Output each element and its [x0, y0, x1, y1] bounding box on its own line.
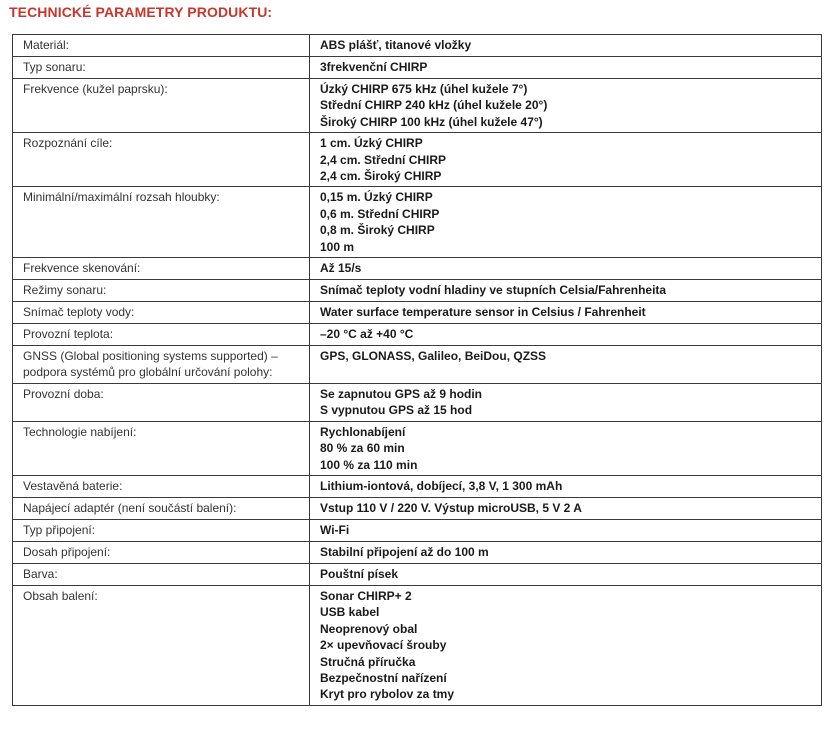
spec-value-line: 100 m — [320, 239, 355, 254]
spec-value-line: Pouštní písek — [320, 566, 399, 581]
spec-value-line: Lithium-iontová, dobíjecí, 3,8 V, 1 300 mAh — [320, 478, 563, 493]
spec-label-line: Typ připojení: — [23, 522, 96, 537]
spec-value-line: 2,4 cm. Střední CHIRP — [320, 152, 447, 167]
spec-value-line: 80 % za 60 min — [320, 441, 405, 456]
spec-value-line: GPS, GLONASS, Galileo, BeiDou, QZSS — [320, 349, 547, 364]
spec-value-line: 0,8 m. Široký CHIRP — [320, 223, 435, 238]
spec-label — [13, 258, 310, 280]
spec-label — [13, 324, 310, 346]
spec-value-line: Vstup 110 V / 220 V. Výstup microUSB, 5 V 2 A — [320, 500, 582, 515]
spec-label — [13, 383, 310, 421]
spec-value-line: 0,15 m. Úzký CHIRP — [320, 190, 433, 205]
spec-value — [310, 258, 822, 280]
spec-value-line: 0,6 m. Střední CHIRP — [320, 206, 440, 221]
table-row — [13, 585, 822, 705]
table-row — [13, 383, 822, 421]
spec-label-line: Frekvence skenování: — [23, 261, 141, 276]
spec-value-line: Sonar CHIRP+ 2 — [320, 588, 412, 603]
spec-value-line: Až 15/s — [320, 261, 362, 276]
spec-value-line: S vypnutou GPS až 15 hod — [320, 403, 473, 418]
spec-value-line: 2× upevňovací šrouby — [320, 638, 447, 653]
spec-label — [13, 497, 310, 519]
spec-label-line: Minimální/maximální rozsah hloubky: — [23, 190, 220, 205]
spec-value-line: Bezpečnostní nařízení — [320, 670, 447, 685]
spec-value-line: Stručná příručka — [320, 654, 416, 669]
spec-value-line: 2,4 cm. Široký CHIRP — [320, 169, 442, 184]
spec-label-line: Snímač teploty vody: — [23, 305, 135, 320]
spec-value — [310, 35, 822, 57]
spec-label — [13, 187, 310, 258]
spec-label — [13, 79, 310, 133]
spec-value — [310, 475, 822, 497]
spec-value — [310, 79, 822, 133]
spec-value — [310, 563, 822, 585]
spec-value — [310, 519, 822, 541]
spec-label — [13, 519, 310, 541]
table-row — [13, 421, 822, 475]
table-row — [13, 187, 822, 258]
table-row — [13, 519, 822, 541]
spec-value-line: USB kabel — [320, 605, 380, 620]
spec-label-line: Vestavěná baterie: — [23, 478, 123, 493]
spec-label — [13, 346, 310, 384]
spec-label-line: Frekvence (kužel paprsku): — [23, 82, 168, 96]
spec-value-line: Snímač teploty vodní hladiny ve stupních Celsia/Fahrenheita — [320, 283, 667, 298]
table-row — [13, 324, 822, 346]
spec-label — [13, 563, 310, 585]
spec-value-line: 1 cm. Úzký CHIRP — [320, 136, 423, 151]
table-row — [13, 541, 822, 563]
table-row — [13, 497, 822, 519]
spec-value-line: Kryt pro rybolov za tmy — [320, 687, 455, 702]
table-row — [13, 79, 822, 133]
page-title: TECHNICKÉ PARAMETRY PRODUKTU: — [9, 4, 273, 20]
spec-value-line: Úzký CHIRP 675 kHz (úhel kužele 7°) — [320, 82, 528, 96]
table-row — [13, 475, 822, 497]
table-row — [13, 57, 822, 79]
spec-label — [13, 421, 310, 475]
spec-label-line: Typ sonaru: — [23, 60, 86, 74]
spec-value — [310, 280, 822, 302]
spec-value-line: Stabilní připojení až do 100 m — [320, 544, 489, 559]
spec-table-body — [13, 35, 822, 706]
spec-label-line: Provozní doba: — [23, 386, 104, 401]
spec-label — [13, 541, 310, 563]
table-row — [13, 346, 822, 384]
spec-value-line: Střední CHIRP 240 kHz (úhel kužele 20°) — [320, 98, 548, 113]
spec-table — [12, 34, 822, 706]
spec-label-line: Barva: — [23, 566, 58, 581]
spec-value — [310, 541, 822, 563]
spec-label — [13, 585, 310, 705]
spec-value — [310, 497, 822, 519]
table-row — [13, 563, 822, 585]
spec-value-line: ABS plášť, titanové vložky — [320, 38, 472, 52]
spec-value — [310, 302, 822, 324]
table-row — [13, 280, 822, 302]
spec-value-line: –20 °C až +40 °C — [320, 327, 414, 342]
spec-label — [13, 57, 310, 79]
spec-label-line: Technologie nabíjení: — [23, 424, 137, 439]
spec-value-line: Se zapnutou GPS až 9 hodin — [320, 386, 483, 401]
table-row — [13, 133, 822, 187]
spec-value — [310, 383, 822, 421]
spec-label-line: GNSS (Global positioning systems supported) – — [23, 349, 278, 364]
spec-label-line: Materiál: — [23, 38, 70, 52]
spec-value — [310, 324, 822, 346]
spec-value-line: Water surface temperature sensor in Celsius / Fahrenheit — [320, 305, 646, 320]
spec-value — [310, 421, 822, 475]
spec-label — [13, 35, 310, 57]
spec-value — [310, 585, 822, 705]
spec-value — [310, 133, 822, 187]
spec-value-line: 3frekvenční CHIRP — [320, 60, 428, 74]
spec-label-line: Provozní teplota: — [23, 327, 114, 342]
spec-value — [310, 346, 822, 384]
spec-label-line: Obsah balení: — [23, 588, 98, 603]
spec-value-line: Rychlonabíjení — [320, 424, 406, 439]
table-row — [13, 258, 822, 280]
spec-label — [13, 475, 310, 497]
spec-value-line: Wi-Fi — [320, 522, 350, 537]
spec-label-line: Napájecí adaptér (není součástí balení): — [23, 500, 237, 515]
spec-label-line: Režimy sonaru: — [23, 283, 107, 298]
spec-label-line: Rozpoznání cíle: — [23, 136, 113, 151]
spec-value-line: Široký CHIRP 100 kHz (úhel kužele 47°) — [320, 114, 543, 129]
table-row — [13, 302, 822, 324]
table-row — [13, 35, 822, 57]
spec-value-line: Neoprenový obal — [320, 621, 418, 636]
spec-label — [13, 302, 310, 324]
spec-value — [310, 187, 822, 258]
spec-value — [310, 57, 822, 79]
spec-label-line: Dosah připojení: — [23, 544, 111, 559]
spec-value-line: 100 % za 110 min — [320, 457, 418, 472]
spec-label-line: podpora systémů pro globální určování polohy: — [23, 365, 273, 380]
spec-label — [13, 133, 310, 187]
spec-label — [13, 280, 310, 302]
